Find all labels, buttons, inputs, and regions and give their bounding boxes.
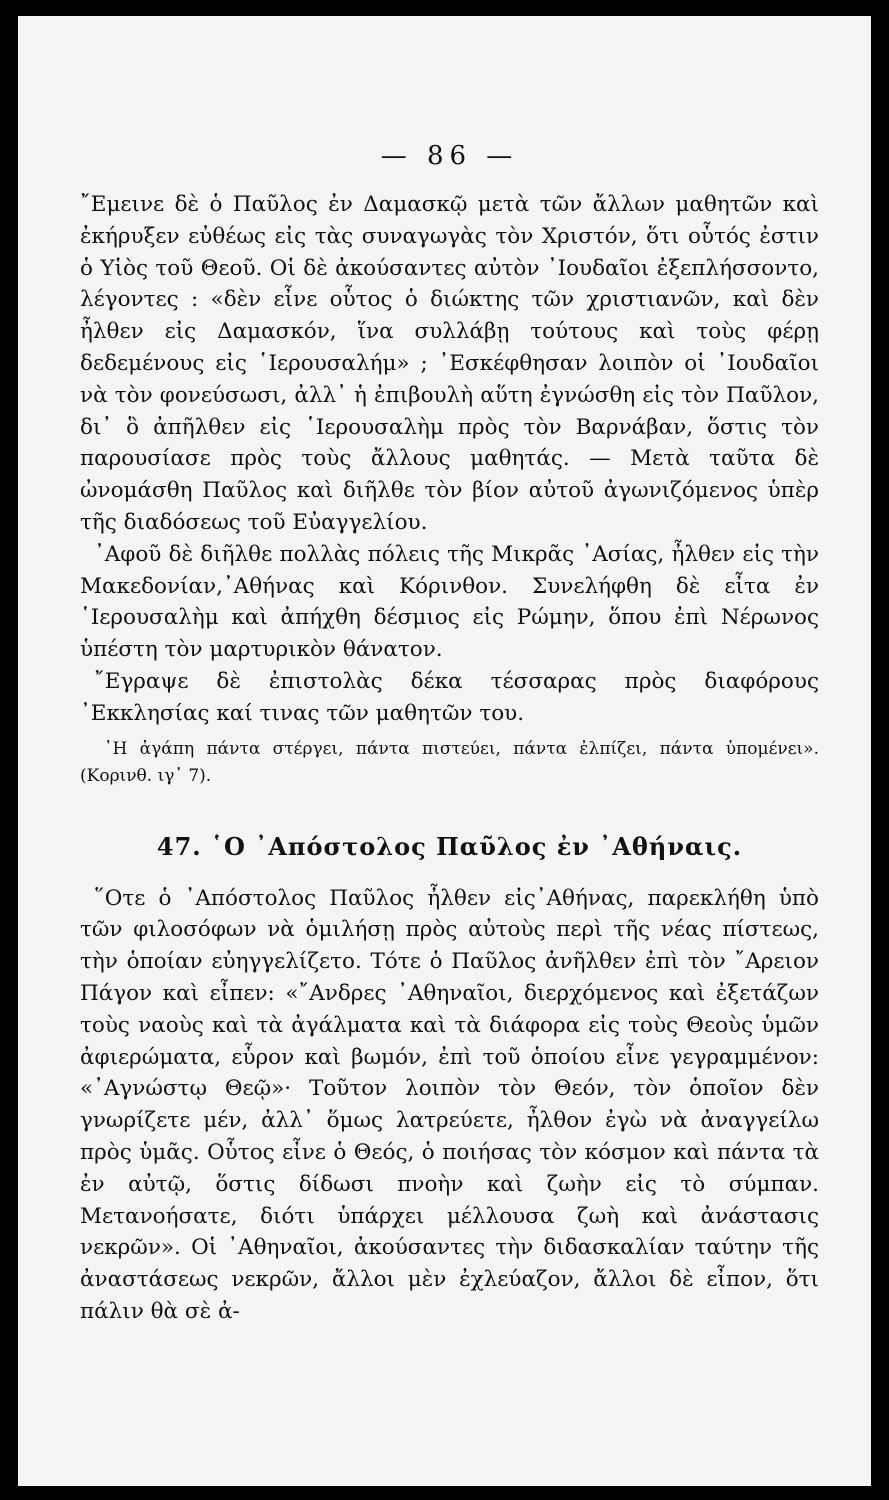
book-page	[18, 16, 871, 1486]
page-number: — 86 —	[380, 141, 519, 171]
section-heading: 47. ῾Ο ᾿Απόστολος Παῦλος ἐν ᾿Αθήναις.	[156, 831, 743, 861]
paragraph-paul-athens: ῞Οτε ὁ ᾿Απόστολος Παῦλος ἦλθεν εἰς᾿Αθήνας, παρεκλήθη ὑπὸ τῶν φιλοσόφων νὰ ὁμιλήσῃ πρὸς αὐτοὺς περὶ τῆς νέας πίστεως, τὴν ὁποίαν εὐηγγελίζετο. Τότε ὁ Παῦλος ἀνῆλθεν ἐπὶ τὸν ῎Αρειον Πάγον καὶ εἶπεν: «῎Ανδρες ᾿Αθηναῖοι, διερχόμενος καὶ ἐξετάζων τοὺς ναοὺς καὶ τὰ ἀγάλματα καὶ τὰ διάφορα εἰς τοὺς Θεοὺς ὑμῶν ἀφιερώματα, εὗρον καὶ βωμόν, ἐπὶ τοῦ ὁποίου εἶνε γεγραμμένον: «᾿Αγνώστῳ Θεῷ»· Τοῦτον λοιπὸν τὸν Θεόν, τὸν ὁποῖον δὲν γνωρίζετε μέν, ἀλλ᾿ ὅμως λατρεύετε, ἦλθον ἐγὼ νὰ ἀναγγείλω πρὸς ὑμᾶς. Οὗτος εἶνε ὁ Θεός, ὁ ποιήσας τὸν κόσμον καὶ πάντα τὰ ἐν αὐτῷ, ὅστις δίδωσι πνοὴν καὶ ζωὴν εἰς τὸ σύμπαν. Μετανοήσατε, διότι ὑπάρχει μέλλουσα ζωὴ καὶ ἀνάστασις νεκρῶν». Οἱ ᾿Αθηναῖοι, ἀκούσαντες τὴν διδασκαλίαν ταύτην τῆς ἀναστάσεως νεκρῶν, ἄλλοι μὲν ἐχλεύαζον, ἄλλοι δὲ εἶπον, ὅτι πάλιν θὰ σὲ ἀ-	[80, 885, 819, 1324]
quote-corinthians: ῾Η ἀγάπη πάντα στέργει, πάντα πιστεύει, πάντα ἐλπίζει, πάντα ὑπομένει». (Κορινθ. ιγ᾿ 7).	[80, 738, 819, 786]
paragraph-paul-damascus: ῎Εμεινε δὲ ὁ Παῦλος ἐν Δαμασκῷ μετὰ τῶν ἄλλων μαθητῶν καὶ ἐκήρυξεν εὐθέως εἰς τὰς συναγωγὰς τὸν Χριστόν, ὅτι οὗτός ἐστιν ὁ Υἱὸς τοῦ Θεοῦ. Οἱ δὲ ἀκούσαντες αὐτὸν ᾿Ιουδαῖοι ἐξεπλήσσοντο, λέγοντες : «δὲν εἶνε οὗτος ὁ διώκτης τῶν χριστιανῶν, καὶ δὲν ἦλθεν εἰς Δαμασκόν, ἵνα συλλάβῃ τούτους καὶ τοὺς φέρῃ δεδεμένους εἰς ῾Ιερουσαλήμ» ; ᾿Εσκέφθησαν λοιπὸν οἱ ᾿Ιουδαῖοι νὰ τὸν φονεύσωσι, ἀλλ᾿ ἡ ἐπιβουλὴ αὕτη ἐγνώσθη εἰς τὸν Παῦλον, δι᾿ ὃ ἀπῆλθεν εἰς ῾Ιερουσαλὴμ πρὸς τὸν Βαρνάβαν, ὅστις τὸν παρουσίασε πρὸς τοὺς ἄλλους μαθητάς. — Μετὰ ταῦτα δὲ ὠνομάσθη Παῦλος καὶ διῆλθε τὸν βίον αὐτοῦ ἀγωνιζόμενος ὑπὲρ τῆς διαδόσεως τοῦ Εὐαγγελίου.	[80, 192, 819, 535]
paragraph-paul-journeys: ᾿Αφοῦ δὲ διῆλθε πολλὰς πόλεις τῆς Μικρᾶς ᾿Ασίας, ἦλθεν εἰς τὴν Μακεδονίαν,᾿Αθήνας καὶ Κόρινθον. Συνελήφθη δὲ εἶτα ἐν ῾Ιερουσαλὴμ καὶ ἀπήχθη δέσμιος εἰς Ρώμην, ὅπου ἐπὶ Νέρωνος ὑπέστη τὸν μαρτυρικὸν θάνατον.	[80, 541, 819, 663]
paragraph-paul-epistles: ῎Εγραψε δὲ ἐπιστολὰς δέκα τέσσαρας πρὸς διαφόρους ᾿Εκκλησίας καί τινας τῶν μαθητῶν του.	[80, 668, 819, 726]
